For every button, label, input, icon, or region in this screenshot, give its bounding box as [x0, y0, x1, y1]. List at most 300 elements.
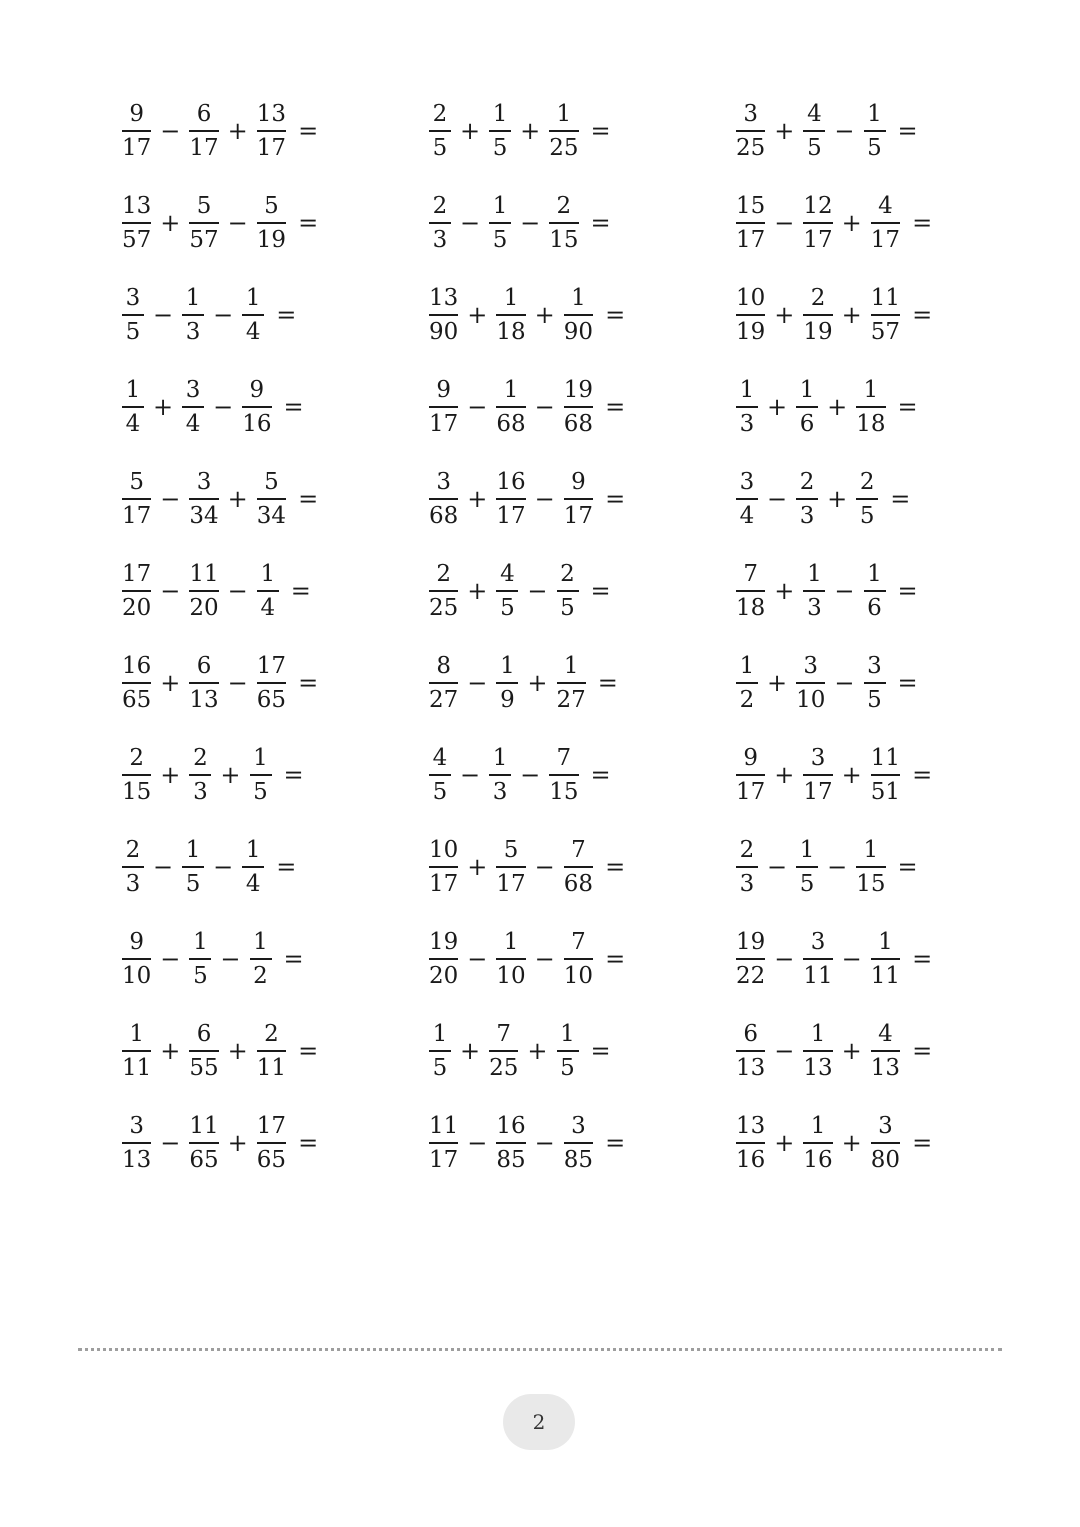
- fraction: [187, 652, 220, 714]
- problem-33: [734, 1016, 1020, 1086]
- denominator: 3: [739, 410, 755, 437]
- page-number: 2: [532, 1410, 546, 1434]
- problem-10: [120, 372, 427, 442]
- numerator: 1: [739, 653, 755, 680]
- operator: −: [827, 853, 848, 881]
- problem-11: [427, 372, 734, 442]
- fraction: [240, 376, 273, 438]
- fraction-bar: [736, 774, 765, 776]
- fraction: [248, 744, 274, 806]
- fraction: [427, 100, 453, 162]
- fraction-bar: [257, 130, 286, 132]
- operator: +: [220, 761, 241, 789]
- fraction-bar: [564, 498, 593, 500]
- numerator: 9: [571, 469, 586, 496]
- fraction-bar: [489, 1050, 518, 1052]
- numerator: 19: [736, 929, 766, 956]
- fraction: [794, 468, 820, 530]
- numerator: 2: [859, 469, 875, 496]
- numerator: 1: [799, 837, 815, 864]
- denominator: 4: [245, 870, 261, 897]
- fraction-bar: [803, 958, 832, 960]
- fraction-bar: [803, 314, 832, 316]
- operator: +: [774, 301, 795, 329]
- fraction: [494, 928, 527, 990]
- fraction: [854, 376, 887, 438]
- denominator: 13: [189, 686, 219, 713]
- denominator: 65: [122, 686, 152, 713]
- denominator: 11: [256, 1054, 287, 1081]
- fraction: [562, 468, 595, 530]
- fraction: [187, 560, 220, 622]
- equals-sign: =: [897, 853, 918, 881]
- denominator: 68: [496, 410, 526, 437]
- denominator: 90: [563, 318, 594, 345]
- denominator: 17: [189, 134, 219, 161]
- denominator: 22: [736, 962, 766, 989]
- fraction-bar: [564, 958, 593, 960]
- fraction-bar: [496, 406, 525, 408]
- denominator: 5: [193, 962, 208, 989]
- fraction-bar: [496, 498, 525, 500]
- fraction: [794, 652, 827, 714]
- fraction-bar: [549, 222, 578, 224]
- fraction-bar: [496, 958, 525, 960]
- fraction-bar: [242, 314, 264, 316]
- numerator: 15: [736, 193, 766, 220]
- fraction: [562, 1112, 595, 1174]
- operator: +: [767, 393, 788, 421]
- fraction: [555, 1020, 581, 1082]
- fraction: [487, 192, 513, 254]
- denominator: 3: [739, 870, 755, 897]
- denominator: 13: [870, 1054, 901, 1081]
- denominator: 10: [496, 962, 526, 989]
- fraction-bar: [429, 866, 458, 868]
- numerator: 5: [196, 193, 212, 220]
- fraction-bar: [257, 1142, 286, 1144]
- numerator: 5: [129, 469, 144, 496]
- operator: +: [827, 485, 848, 513]
- problem-grid: [120, 96, 1020, 1200]
- denominator: 19: [736, 318, 766, 345]
- denominator: 2: [739, 686, 755, 713]
- operator: +: [160, 669, 181, 697]
- equals-sign: =: [605, 853, 626, 881]
- equals-sign: =: [912, 761, 933, 789]
- problem-1: [120, 96, 427, 166]
- numerator: 1: [245, 285, 261, 312]
- fraction: [734, 1112, 767, 1174]
- equals-sign: =: [912, 1129, 933, 1157]
- problem-5: [427, 188, 734, 258]
- fraction: [487, 1020, 520, 1082]
- numerator: 17: [256, 1113, 287, 1140]
- operator: +: [520, 117, 541, 145]
- denominator: 17: [429, 410, 459, 437]
- operator: −: [534, 945, 555, 973]
- problem-35: [427, 1108, 734, 1178]
- fraction: [187, 1112, 220, 1174]
- denominator: 3: [193, 778, 208, 805]
- numerator: 9: [743, 745, 758, 772]
- problem-22: [120, 740, 427, 810]
- denominator: 90: [429, 318, 459, 345]
- fraction-bar: [496, 1142, 525, 1144]
- numerator: 5: [264, 469, 279, 496]
- fraction: [120, 192, 153, 254]
- equals-sign: =: [897, 669, 918, 697]
- numerator: 7: [496, 1021, 512, 1048]
- problem-3: [734, 96, 1020, 166]
- operator: +: [774, 1129, 795, 1157]
- operator: −: [160, 945, 181, 973]
- problem-18: [734, 556, 1020, 626]
- fraction-bar: [736, 498, 758, 500]
- operator: −: [767, 853, 788, 881]
- operator: −: [467, 393, 488, 421]
- denominator: 51: [870, 778, 901, 805]
- operator: −: [460, 209, 481, 237]
- numerator: 1: [492, 193, 508, 220]
- denominator: 17: [122, 134, 152, 161]
- fraction: [180, 376, 206, 438]
- fraction-bar: [796, 498, 818, 500]
- numerator: 2: [799, 469, 815, 496]
- fraction-bar: [257, 222, 286, 224]
- fraction-bar: [182, 406, 204, 408]
- denominator: 4: [185, 410, 201, 437]
- operator: −: [153, 301, 174, 329]
- numerator: 2: [432, 193, 448, 220]
- fraction: [120, 652, 153, 714]
- operator: +: [527, 1037, 548, 1065]
- equals-sign: =: [298, 485, 319, 513]
- denominator: 4: [125, 410, 141, 437]
- numerator: 1: [799, 377, 815, 404]
- fraction: [187, 192, 220, 254]
- fraction: [187, 744, 213, 806]
- numerator: 1: [500, 653, 515, 680]
- fraction: [862, 652, 888, 714]
- fraction: [187, 928, 213, 990]
- equals-sign: =: [276, 853, 297, 881]
- denominator: 5: [492, 134, 508, 161]
- fraction-bar: [182, 314, 204, 316]
- numerator: 4: [432, 745, 448, 772]
- fraction: [427, 836, 460, 898]
- numerator: 6: [196, 653, 212, 680]
- operator: +: [827, 393, 848, 421]
- fraction-bar: [189, 590, 218, 592]
- equals-sign: =: [276, 301, 297, 329]
- denominator: 5: [432, 134, 448, 161]
- equals-sign: =: [890, 485, 911, 513]
- fraction: [427, 652, 460, 714]
- fraction: [427, 1112, 460, 1174]
- equals-sign: =: [298, 209, 319, 237]
- denominator: 3: [125, 870, 141, 897]
- operator: +: [467, 577, 488, 605]
- operator: −: [213, 301, 234, 329]
- fraction: [255, 1112, 288, 1174]
- fraction-bar: [189, 130, 218, 132]
- numerator: 3: [739, 469, 755, 496]
- problem-26: [427, 832, 734, 902]
- fraction-bar: [803, 1050, 832, 1052]
- fraction: [187, 1020, 220, 1082]
- denominator: 68: [563, 870, 594, 897]
- numerator: 1: [193, 929, 208, 956]
- operator: +: [774, 761, 795, 789]
- fraction-bar: [864, 590, 886, 592]
- denominator: 3: [185, 318, 201, 345]
- operator: −: [834, 577, 855, 605]
- fraction-bar: [189, 958, 211, 960]
- numerator: 5: [503, 837, 519, 864]
- problem-28: [120, 924, 427, 994]
- fraction-bar: [736, 406, 758, 408]
- numerator: 1: [260, 561, 276, 588]
- denominator: 68: [429, 502, 459, 529]
- numerator: 17: [256, 653, 287, 680]
- problem-21: [734, 648, 1020, 718]
- fraction: [869, 1020, 902, 1082]
- denominator: 10: [563, 962, 594, 989]
- fraction-bar: [736, 130, 765, 132]
- numerator: 6: [743, 1021, 758, 1048]
- equals-sign: =: [290, 577, 311, 605]
- operator: +: [160, 1037, 181, 1065]
- numerator: 7: [571, 929, 586, 956]
- denominator: 17: [736, 778, 766, 805]
- numerator: 5: [264, 193, 279, 220]
- fraction: [427, 560, 460, 622]
- fraction-bar: [122, 222, 151, 224]
- numerator: 3: [571, 1113, 586, 1140]
- denominator: 17: [563, 502, 594, 529]
- denominator: 4: [245, 318, 261, 345]
- problem-23: [427, 740, 734, 810]
- operator: +: [467, 853, 488, 881]
- operator: −: [834, 669, 855, 697]
- fraction: [187, 468, 220, 530]
- numerator: 1: [432, 1021, 448, 1048]
- denominator: 65: [256, 1146, 287, 1173]
- fraction: [255, 652, 288, 714]
- numerator: 3: [803, 653, 819, 680]
- operator: +: [460, 1037, 481, 1065]
- denominator: 57: [189, 226, 219, 253]
- denominator: 20: [122, 594, 152, 621]
- problem-14: [427, 464, 734, 534]
- fraction-bar: [736, 1050, 765, 1052]
- fraction: [734, 1020, 767, 1082]
- operator: −: [153, 853, 174, 881]
- equals-sign: =: [298, 117, 319, 145]
- fraction-bar: [871, 1050, 900, 1052]
- denominator: 5: [500, 594, 515, 621]
- numerator: 9: [129, 929, 144, 956]
- numerator: 16: [496, 469, 526, 496]
- fraction: [801, 284, 834, 346]
- numerator: 1: [556, 101, 572, 128]
- numerator: 3: [436, 469, 451, 496]
- fraction-bar: [736, 590, 765, 592]
- equals-sign: =: [283, 393, 304, 421]
- equals-sign: =: [605, 393, 626, 421]
- denominator: 65: [256, 686, 287, 713]
- fraction-bar: [189, 222, 218, 224]
- fraction: [862, 100, 888, 162]
- denominator: 9: [500, 686, 515, 713]
- fraction: [801, 1112, 834, 1174]
- denominator: 17: [870, 226, 901, 253]
- denominator: 5: [859, 502, 875, 529]
- denominator: 34: [256, 502, 287, 529]
- numerator: 16: [122, 653, 152, 680]
- fraction-bar: [564, 314, 593, 316]
- numerator: 1: [810, 1113, 826, 1140]
- denominator: 80: [870, 1146, 901, 1173]
- fraction-bar: [122, 314, 144, 316]
- numerator: 3: [878, 1113, 893, 1140]
- denominator: 17: [256, 134, 287, 161]
- denominator: 17: [803, 778, 833, 805]
- operator: +: [227, 1129, 248, 1157]
- fraction: [427, 284, 460, 346]
- operator: −: [227, 209, 248, 237]
- fraction-bar: [871, 1142, 900, 1144]
- numerator: 1: [563, 653, 579, 680]
- fraction-bar: [257, 1050, 286, 1052]
- numerator: 16: [496, 1113, 526, 1140]
- fraction-bar: [803, 222, 832, 224]
- fraction: [562, 376, 595, 438]
- numerator: 10: [429, 837, 459, 864]
- numerator: 1: [129, 1021, 144, 1048]
- equals-sign: =: [283, 945, 304, 973]
- denominator: 57: [122, 226, 152, 253]
- operator: +: [534, 301, 555, 329]
- problem-2: [427, 96, 734, 166]
- fraction: [801, 192, 834, 254]
- fraction-bar: [429, 314, 458, 316]
- denominator: 55: [189, 1054, 219, 1081]
- denominator: 20: [189, 594, 219, 621]
- equals-sign: =: [597, 669, 618, 697]
- denominator: 3: [432, 226, 448, 253]
- denominator: 15: [122, 778, 152, 805]
- denominator: 5: [492, 226, 508, 253]
- denominator: 85: [496, 1146, 526, 1173]
- problem-17: [427, 556, 734, 626]
- fraction-bar: [257, 682, 286, 684]
- numerator: 2: [193, 745, 208, 772]
- fraction: [801, 1020, 834, 1082]
- fraction-bar: [803, 774, 832, 776]
- numerator: 1: [253, 929, 268, 956]
- denominator: 20: [429, 962, 459, 989]
- denominator: 85: [563, 1146, 594, 1173]
- dotted-divider: [78, 1348, 1002, 1351]
- fraction-bar: [803, 1142, 832, 1144]
- fraction: [187, 100, 220, 162]
- fraction-bar: [182, 866, 204, 868]
- fraction-bar: [549, 130, 578, 132]
- fraction-bar: [557, 682, 586, 684]
- fraction: [120, 284, 146, 346]
- operator: +: [460, 117, 481, 145]
- fraction-bar: [736, 958, 765, 960]
- numerator: 1: [739, 377, 755, 404]
- numerator: 11: [429, 1113, 459, 1140]
- fraction: [869, 744, 902, 806]
- operator: −: [834, 117, 855, 145]
- equals-sign: =: [605, 945, 626, 973]
- problem-29: [427, 924, 734, 994]
- numerator: 11: [870, 285, 901, 312]
- fraction-bar: [429, 590, 458, 592]
- numerator: 2: [739, 837, 755, 864]
- fraction: [869, 928, 902, 990]
- problem-32: [427, 1016, 734, 1086]
- fraction-bar: [736, 866, 758, 868]
- fraction: [801, 560, 827, 622]
- fraction: [120, 1112, 153, 1174]
- equals-sign: =: [283, 761, 304, 789]
- fraction: [120, 744, 153, 806]
- numerator: 9: [436, 377, 451, 404]
- fraction-bar: [549, 774, 578, 776]
- operator: +: [774, 117, 795, 145]
- numerator: 1: [125, 377, 141, 404]
- numerator: 1: [245, 837, 261, 864]
- fraction: [734, 284, 767, 346]
- numerator: 9: [129, 101, 144, 128]
- operator: +: [153, 393, 174, 421]
- denominator: 17: [122, 502, 152, 529]
- denominator: 18: [856, 410, 886, 437]
- denominator: 16: [803, 1146, 833, 1173]
- denominator: 5: [807, 134, 822, 161]
- fraction-bar: [564, 866, 593, 868]
- denominator: 5: [125, 318, 141, 345]
- numerator: 6: [196, 101, 212, 128]
- numerator: 13: [122, 193, 152, 220]
- denominator: 13: [736, 1054, 766, 1081]
- fraction: [547, 192, 580, 254]
- denominator: 3: [492, 778, 508, 805]
- numerator: 1: [863, 377, 879, 404]
- numerator: 2: [436, 561, 451, 588]
- numerator: 13: [429, 285, 459, 312]
- operator: +: [227, 485, 248, 513]
- fraction-bar: [429, 774, 451, 776]
- operator: −: [774, 945, 795, 973]
- fraction: [487, 100, 513, 162]
- denominator: 16: [736, 1146, 766, 1173]
- denominator: 18: [496, 318, 526, 345]
- fraction: [734, 652, 760, 714]
- numerator: 7: [743, 561, 758, 588]
- fraction: [734, 560, 767, 622]
- operator: −: [160, 1129, 181, 1157]
- operator: −: [160, 117, 181, 145]
- denominator: 11: [122, 1054, 152, 1081]
- numerator: 3: [743, 101, 758, 128]
- operator: −: [160, 485, 181, 513]
